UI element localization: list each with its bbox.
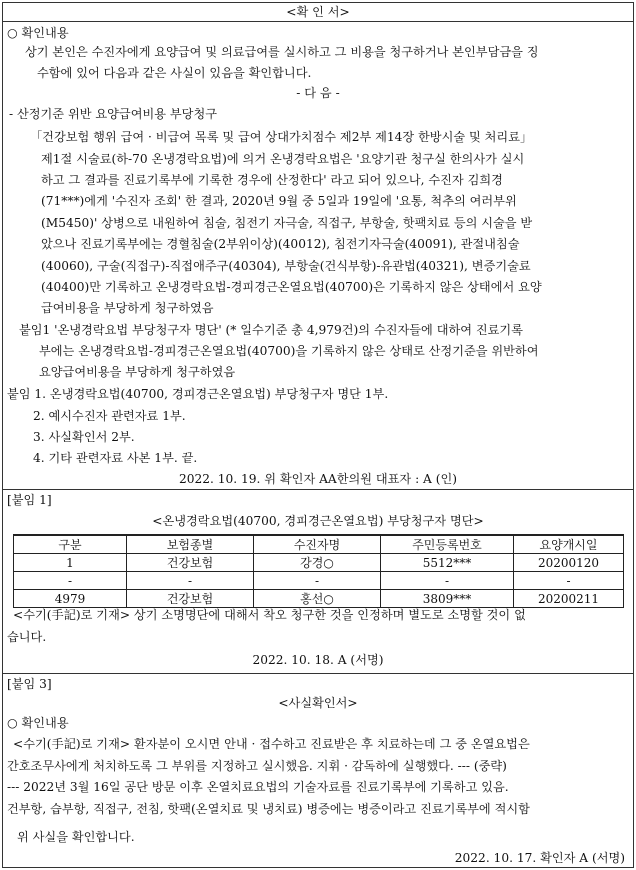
- statement-line: <수기(手記)로 기재> 환자분이 오시면 안내 · 접수하고 진료받은 후 치료하는데 그 중 온열요법은: [13, 737, 530, 751]
- body-line: 「건강보험 행위 급여 · 비급여 목록 및 급여 상대가치점수 제2부 제14장 한방시술 및 처리료」: [30, 130, 533, 144]
- attachment1-signature: 2022. 10. 18. A (서명): [252, 653, 384, 667]
- attachment-line: 3. 사실확인서 2부.: [33, 430, 135, 444]
- table-header-row: [14, 535, 624, 554]
- table-row: [14, 554, 624, 572]
- table-cell: -: [514, 572, 624, 590]
- note-line: 부에는 온냉경락요법-경피경근온열요법(40700)을 기록하지 않은 상태로 산정기준을 위반하여: [39, 344, 539, 358]
- statement-line: 간호조무사에게 처치하도록 그 부위를 지정하고 실시했음. 지휘 · 감독하에 실행했다. --- (중략): [7, 759, 507, 773]
- attachment1-section: [3, 490, 633, 674]
- attachment1-label: [붙임 1]: [7, 493, 52, 507]
- handwritten-line: <수기(手記)로 기재> 상기 소명명단에 대해서 착오 청구한 것을 인정하며 별도로 소명할 것이 없: [13, 608, 526, 622]
- intro-line: 수함에 있어 다음과 같은 사실이 있음을 확인합니다.: [37, 66, 312, 80]
- confirmation-title: <확 인 서>: [286, 5, 350, 19]
- table-cell: 20200120: [514, 554, 624, 572]
- claimant-table: [13, 534, 624, 608]
- fact-confirmation-title: <사실확인서>: [278, 696, 358, 710]
- table-cell: 홍선○: [254, 590, 381, 608]
- attachment-line: 붙임 1. 온냉경락요법(40700, 경피경근온열요법) 부당청구자 명단 1부.: [7, 387, 389, 401]
- dagum-heading: - 다 음 -: [296, 86, 340, 100]
- document-frame: [2, 2, 634, 868]
- confirmation-signature: 2022. 10. 19. 위 확인자 AA한의원 대표자 : A (인): [178, 472, 458, 486]
- confirmation-section: [3, 3, 633, 490]
- table-cell: 4979: [14, 590, 127, 608]
- column-header: 수진자명: [254, 535, 381, 554]
- table-cell: 건강보험: [127, 590, 254, 608]
- statement-line: 건부항, 습부항, 직접구, 전침, 핫팩(온열치료 및 냉치료) 병증에는 병증이라고 진료기록부에 적시함: [7, 802, 530, 816]
- table-cell: -: [14, 572, 127, 590]
- note-line: 붙임1 '온냉경락요법 부당청구자 명단' (* 일수기준 총 4,979건)의 수진자들에 대하여 진료기록: [19, 323, 523, 337]
- body-line: 급여비용을 부당하게 청구하였음: [41, 301, 214, 315]
- handwritten-line: 습니다.: [7, 630, 47, 644]
- closing-line: 위 사실을 확인합니다.: [17, 830, 135, 844]
- table-cell: 3809***: [381, 590, 514, 608]
- column-header: 주민등록번호: [381, 535, 514, 554]
- attachment-line: 4. 기타 관련자료 사본 1부. 끝.: [33, 451, 198, 465]
- note-line: 요양급여비용을 부당하게 청구하였음: [39, 365, 236, 379]
- divider: [3, 21, 633, 22]
- column-header: 구분: [14, 535, 127, 554]
- table-cell: -: [127, 572, 254, 590]
- attachment3-label: [붙임 3]: [7, 677, 52, 691]
- statement-line: --- 2022년 3월 16일 공단 방문 이후 온열치료요법의 기술자료를 진료기록부에 기록하고 있음.: [7, 780, 509, 794]
- intro-line: 상기 본인은 수진자에게 요양급여 및 의료급여를 실시하고 그 비용을 청구하거나 본인부담금을 징: [25, 45, 539, 59]
- attachment3-section: [3, 674, 633, 867]
- table-cell: 강경○: [254, 554, 381, 572]
- table-row: [14, 590, 624, 608]
- body-line: (71***)에게 '수진자 조회' 한 결과, 2020년 9월 중 5일과 19일에 '요통, 척추의 여러부위: [41, 194, 517, 208]
- table-title: <온냉경락요법(40700, 경피경근온열요법) 부당청구자 명단>: [152, 514, 484, 528]
- check-heading: ○ 확인내용: [7, 26, 69, 40]
- table-row: [14, 572, 624, 590]
- subject-line: - 산정기준 위반 요양급여비용 부당청구: [9, 107, 217, 121]
- table-cell: 건강보험: [127, 554, 254, 572]
- body-line: 제1절 시술료(하-70 온냉경락요법)에 의거 온냉경락요법은 '요양기관 청구실 한의사가 실시: [41, 152, 525, 166]
- body-line: (M5450)' 상병으로 내원하여 침술, 침전기 자극술, 직접구, 부항술, 핫팩치료 등의 시술을 받: [41, 216, 533, 230]
- table-cell: 5512***: [381, 554, 514, 572]
- table-cell: 20200211: [514, 590, 624, 608]
- table-cell: 1: [14, 554, 127, 572]
- check-heading: ○ 확인내용: [7, 716, 69, 730]
- body-line: (40060), 구술(직접구)-직접애주구(40304), 부항술(건식부항)-유관법(40321), 변증기술료: [41, 259, 531, 273]
- column-header: 요양개시일: [514, 535, 624, 554]
- body-line: 하고 그 결과를 진료기록부에 기록한 경우에 산정한다' 라고 되어 있으나, 수진자 김희경: [41, 173, 503, 187]
- attachment3-signature: 2022. 10. 17. 확인자 A (서명): [454, 851, 625, 865]
- table-cell: -: [381, 572, 514, 590]
- table-cell: -: [254, 572, 381, 590]
- body-line: (40400)만 기록하고 온냉경락요법-경피경근온열요법(40700)은 기록하지 않은 상태에서 요양: [41, 280, 542, 294]
- column-header: 보험종별: [127, 535, 254, 554]
- body-line: 았으나 진료기록부에는 경혈침술(2부위이상)(40012), 침전기자극술(40091), 관절내침술: [41, 237, 520, 251]
- attachment-line: 2. 예시수진자 관련자료 1부.: [33, 409, 186, 423]
